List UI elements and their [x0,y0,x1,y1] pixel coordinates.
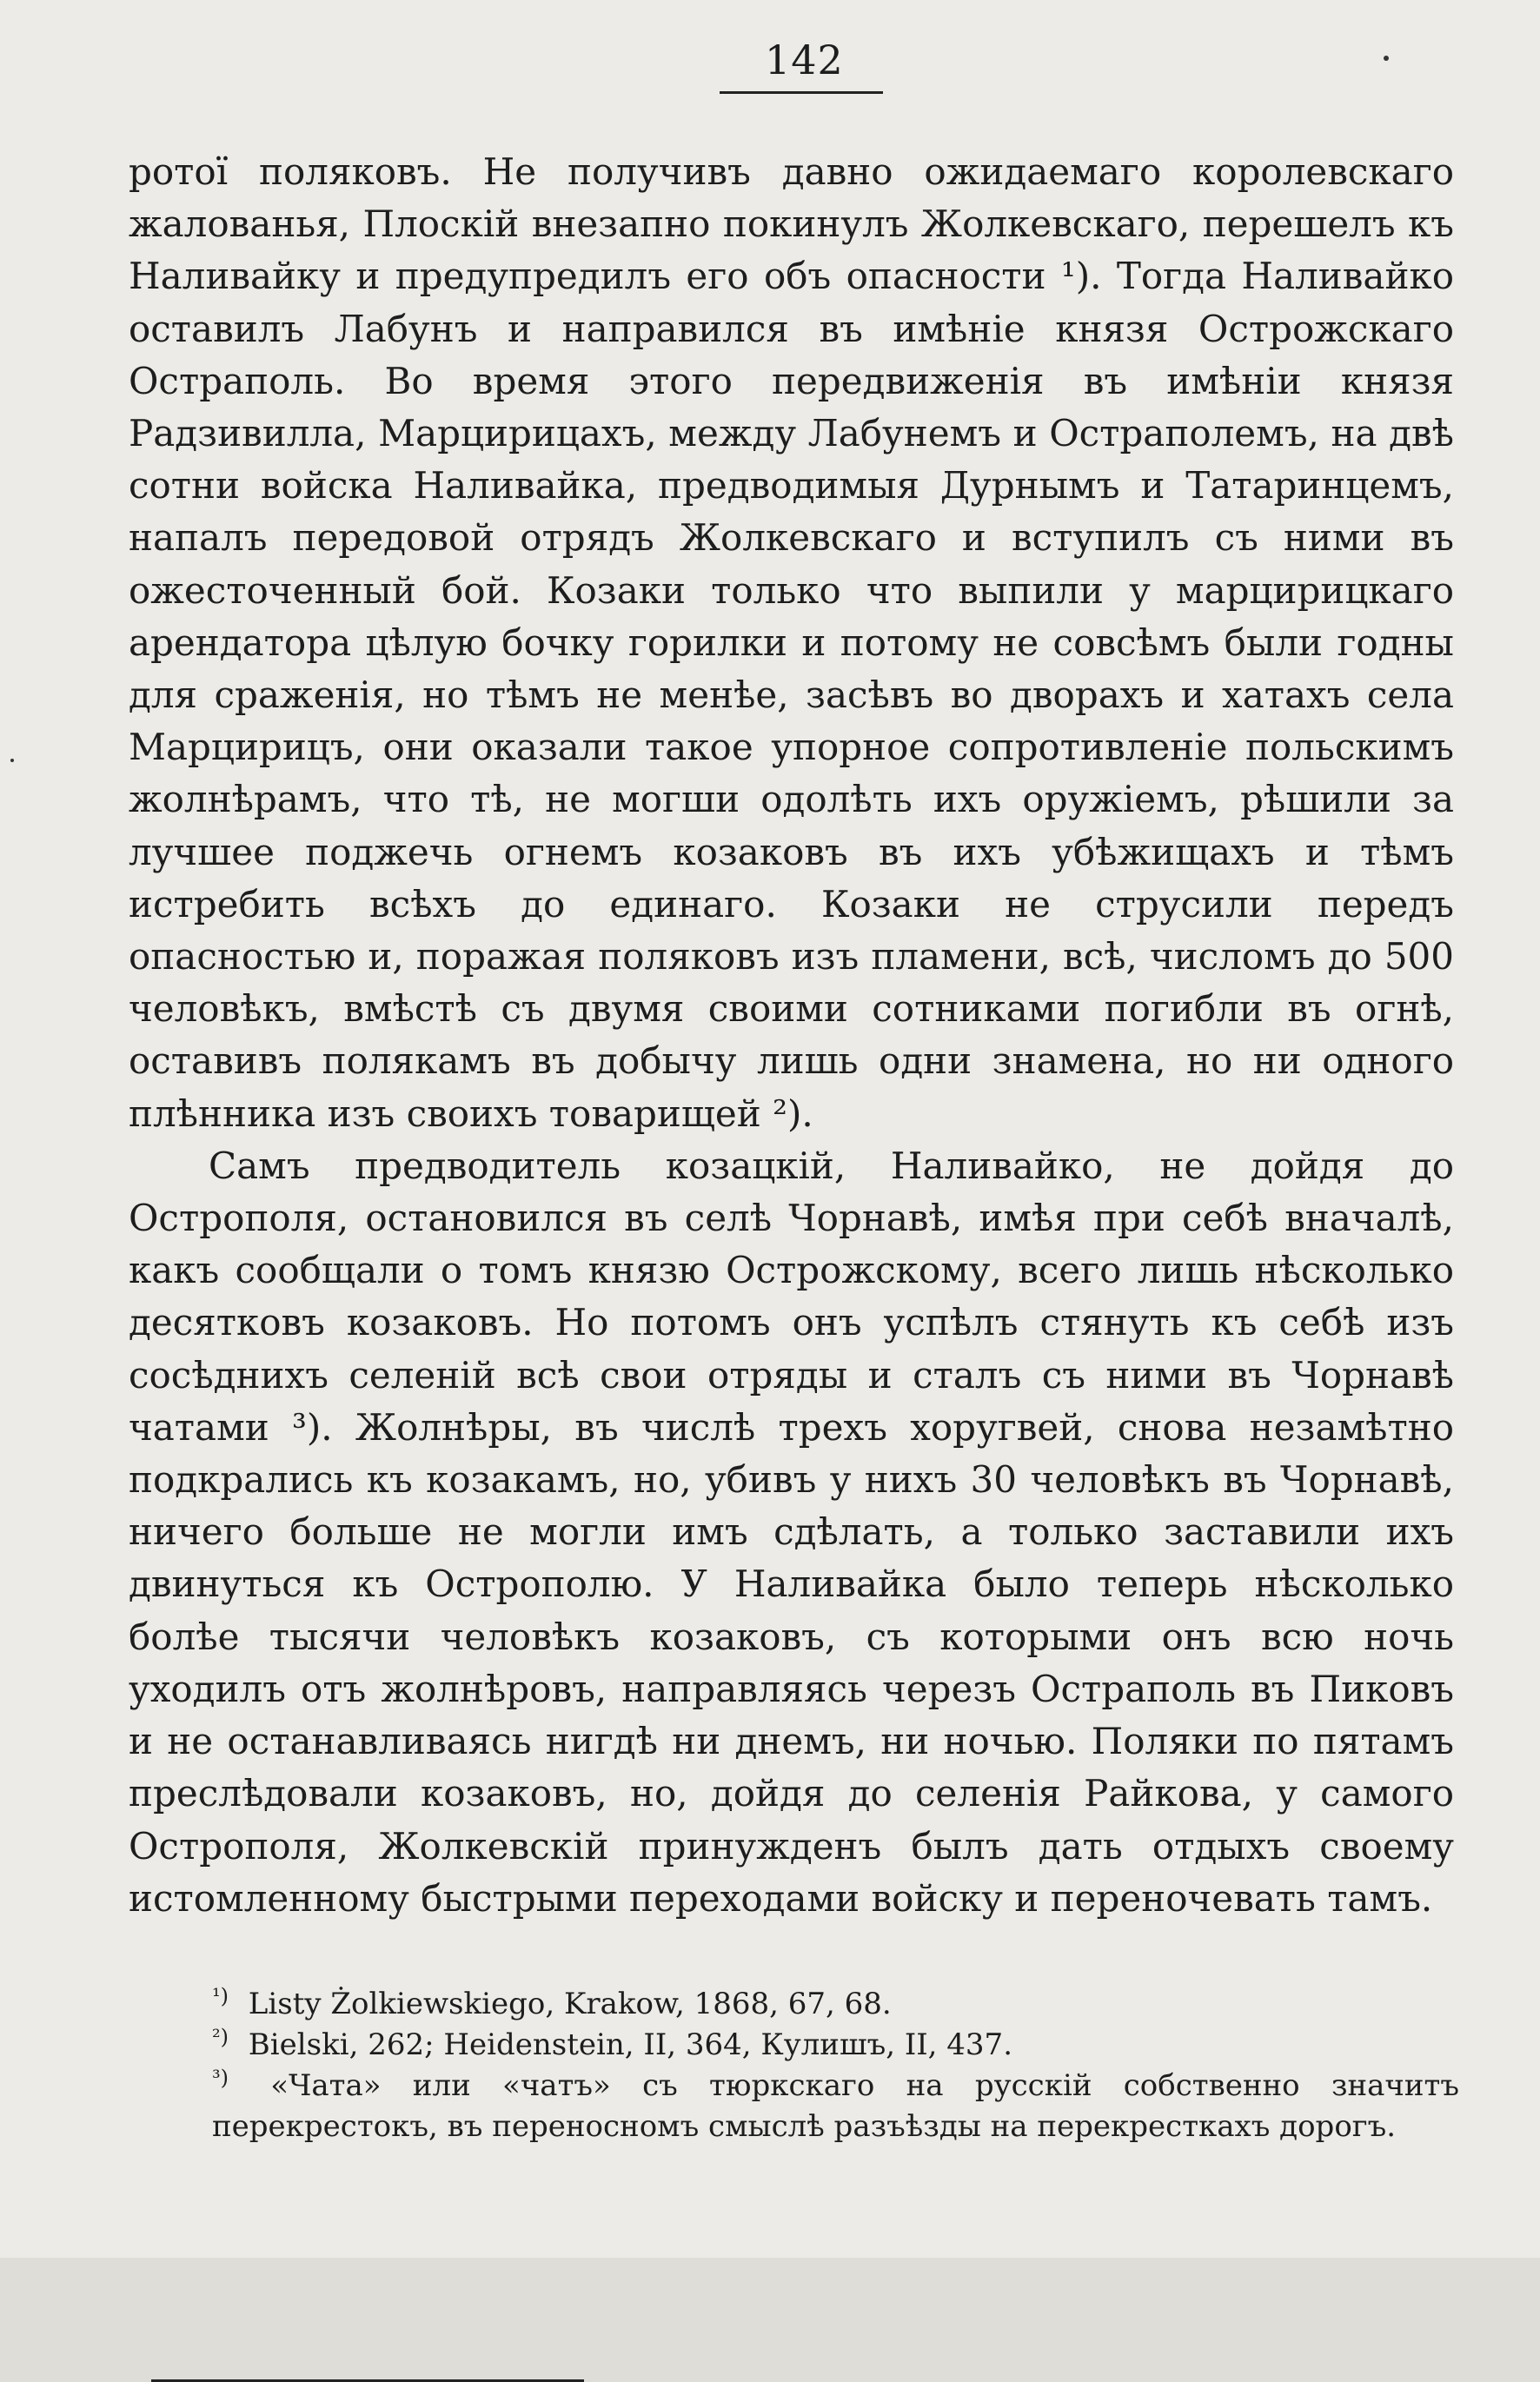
paragraph-2: Самъ предводитель козацкій, Наливайко, не дойдя до Острополя, остановился въ селѣ Чорнавѣ, имѣя при себѣ вначалѣ, какъ сообщали о томъ князю Острожскому, всего лишь нѣсколько десятковъ козаковъ. Но потомъ онъ успѣлъ стянуть къ себѣ изъ сосѣднихъ селеній всѣ свои отряды и сталъ съ ними въ Чорнавѣ чатами ³). Жолнѣры, въ числѣ трехъ хоругвей, снова незамѣтно подкрались къ козакамъ, но, убивъ у нихъ 30 человѣкъ въ Чорнавѣ, ничего больше не могли имъ сдѣлать, а только заставили ихъ двинуться къ Острополю. У Наливайка было теперь нѣсколько болѣе тысячи человѣкъ козаковъ, съ которыми онъ всю ночь уходилъ отъ жолнѣровъ, направляясь черезъ Остраполь въ Пиковъ и не останавливаясь нигдѣ ни днемъ, ни ночью. Поляки по пятамъ преслѣдовали козаковъ, но, дойдя до селенія Райкова, у самого Острополя, Жолкевскій принужденъ былъ дать отдыхъ своему истомленному быстрыми переходами войску и переночевать тамъ. [129,1144,1454,1920]
paragraph-1: ротої поляковъ. Не получивъ давно ожидаемаго королевскаго жалованья, Плоскій внезапно покинулъ Жолкевскаго, перешелъ къ Наливайку и предупредилъ его объ опасности ¹). Тогда Наливайко оставилъ Лабунъ и направился въ имѣніе князя Острожскаго Остраполь. Во время этого передвиженія въ имѣніи князя Радзивилла, Марцирицахъ, между Лабунемъ и Остраполемъ, на двѣ сотни войска Наливайка, предводимыя Дурнымъ и Татаринцемъ, напалъ передовой отрядъ Жолкевскаго и вступилъ съ ними въ ожесточенный бой. Козаки только что выпили у марцирицкаго арендатора цѣлую бочку горилки и потому не совсѣмъ были годны для сраженія, но тѣмъ не менѣе, засѣвъ во дворахъ и хатахъ села Марцирицъ, они оказали такое упорное сопротивленіе польскимъ жолнѣрамъ, что тѣ, не могши одолѣть ихъ оружіемъ, рѣшили за лучшее поджечь огнемъ козаковъ въ ихъ убѣжищахъ и тѣмъ истребить всѣхъ до единаго. Козаки не струсили передъ опасностью и, поражая поляковъ изъ пламени, всѣ, числомъ до 500 человѣкъ, вмѣстѣ съ двумя своими сотниками погибли въ огнѣ, оставивъ полякамъ въ добычу лишь одни знамена, но ни одного плѣнника изъ своихъ товарищей ²). [129,150,1454,1135]
page-number: 142 [765,36,844,83]
page-number-rule [720,91,883,94]
footnotes [151,1984,1459,2147]
page-speck [10,759,14,762]
main-text [129,146,1454,1925]
footnote-3-mark: ³) [212,2066,229,2090]
footnote-1-text: Listy Żolkiewskiego, Krakow, 1868, 67, 68. [248,1987,892,2021]
footnote-3 [151,2066,1459,2147]
footnote-2-text: Bielski, 262; Heidenstein, II, 364, Кулишъ, II, 437. [248,2027,1012,2062]
footnote-2 [151,2025,1459,2066]
page-speck [1384,56,1389,61]
footnote-1 [151,1984,1459,2025]
footnote-2-mark: ²) [212,2025,229,2049]
footnote-3-text: «Чата» или «чатъ» съ тюркскаго на русскій собственно значитъ перекрестокъ, въ переносномъ смыслѣ разъѣзды на перекресткахъ дорогъ. [212,2068,1459,2144]
footnote-1-mark: ¹) [212,1984,229,2008]
